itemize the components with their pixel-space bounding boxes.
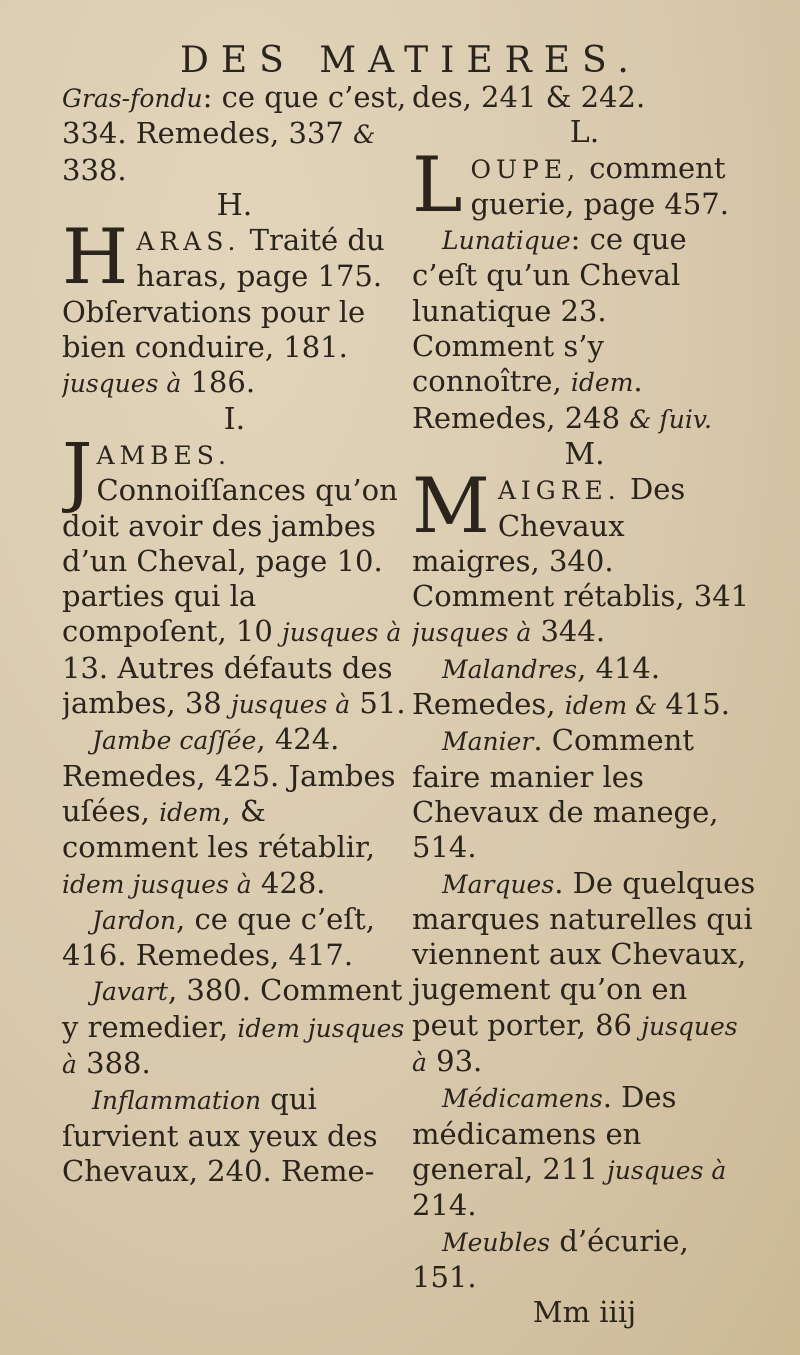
drop-cap-j: J	[62, 436, 93, 515]
entry-head: AMBES.	[96, 440, 231, 470]
entry-term: Jambe caſſée	[92, 726, 257, 756]
index-entry-marques: Marques. De quelques marques naturelles qui viennent aux Chevaux, jugement qu’on en peut porter, 86 jusques à 93.	[412, 865, 756, 1079]
entry-term: Médicamens	[442, 1084, 603, 1114]
right-column	[412, 80, 757, 1330]
index-entry-gras-fondu: Gras-fondu: ce que c’est, 334. Remedes, 337 & 338.	[62, 80, 407, 187]
index-entry-meubles: Meubles d’écurie, 151.	[412, 1223, 689, 1294]
entry-term: Gras-fondu	[62, 84, 203, 113]
entry-head: AIGRE.	[497, 476, 621, 506]
entry-head: ARAS.	[136, 227, 241, 257]
running-head: DES MATIERES.	[180, 40, 641, 81]
section-letter-l: L.	[569, 115, 600, 151]
signature-mark: Mm iiij	[532, 1295, 637, 1330]
entry-term: Malandres	[442, 654, 578, 684]
section-letter-i: I.	[223, 401, 246, 437]
entry-term: Meubles	[442, 1227, 551, 1257]
index-entry-lunatique: Lunatique: ce que c’eſt qu’un Cheval lunatique 23. Comment s’y connoître, idem. Remedes, 248 & ſuiv.	[412, 222, 712, 435]
drop-cap-h: H	[62, 223, 129, 302]
index-entry-javart: Javart, 380. Comment y remedier, idem jusques à 388.	[62, 973, 405, 1081]
left-column	[62, 80, 407, 1189]
entry-term: Inflammation	[92, 1086, 262, 1116]
index-entry-inflammation: Inflammation qui ſurvient aux yeux des Chevaux, 240. Reme-	[62, 1082, 378, 1188]
drop-cap-m: M	[412, 472, 490, 551]
index-entry-malandres: Malandres, 414. Remedes, idem & 415.	[412, 650, 730, 722]
index-entry-loupe: LOUPE, comment guerie, page 457.	[412, 150, 729, 223]
index-entry-jardon: Jardon, ce que c’eſt, 416. Remedes, 417.	[62, 901, 375, 973]
entry-term: Marques	[442, 869, 555, 899]
index-entry-jambe-cassee: Jambe caſſée, 424. Remedes, 425. Jambes uſées, idem, & comment les rétablir, idem jusques à 428.	[62, 722, 396, 900]
index-entry-continuation: des, 241 & 242.	[412, 80, 646, 114]
index-entry-manier: Manier. Comment faire manier les Chevaux de manege, 514.	[412, 723, 719, 865]
index-entry-medicamens: Médicamens. Des médicamens en general, 211 jusques à 214.	[412, 1080, 727, 1223]
section-letter-h: H.	[216, 187, 253, 223]
section-letter-m: M.	[564, 436, 605, 472]
entry-term: Lunatique	[442, 226, 571, 256]
index-entry-haras: HARAS. Traité du haras, page 175. Obſervations pour le bien conduire, 181. jusques à 186.	[62, 223, 385, 400]
entry-head: OUPE,	[470, 154, 581, 184]
index-entry-jambes: JAMBES. Connoiſſances qu’on doit avoir des jambes d’un Cheval, page 10. parties qui la compoſent, 10 jusques à 13. Autres défauts des jambes, 38 jusques à 51.	[62, 436, 406, 721]
entry-term: Javart	[92, 977, 168, 1007]
index-entry-maigre: MAIGRE. Des Chevaux maigres, 340. Comment rétablis, 341 jusques à 344.	[412, 472, 750, 649]
entry-term: Jardon	[92, 905, 177, 935]
entry-term: Manier	[442, 727, 534, 757]
drop-cap-l: L	[412, 150, 463, 223]
